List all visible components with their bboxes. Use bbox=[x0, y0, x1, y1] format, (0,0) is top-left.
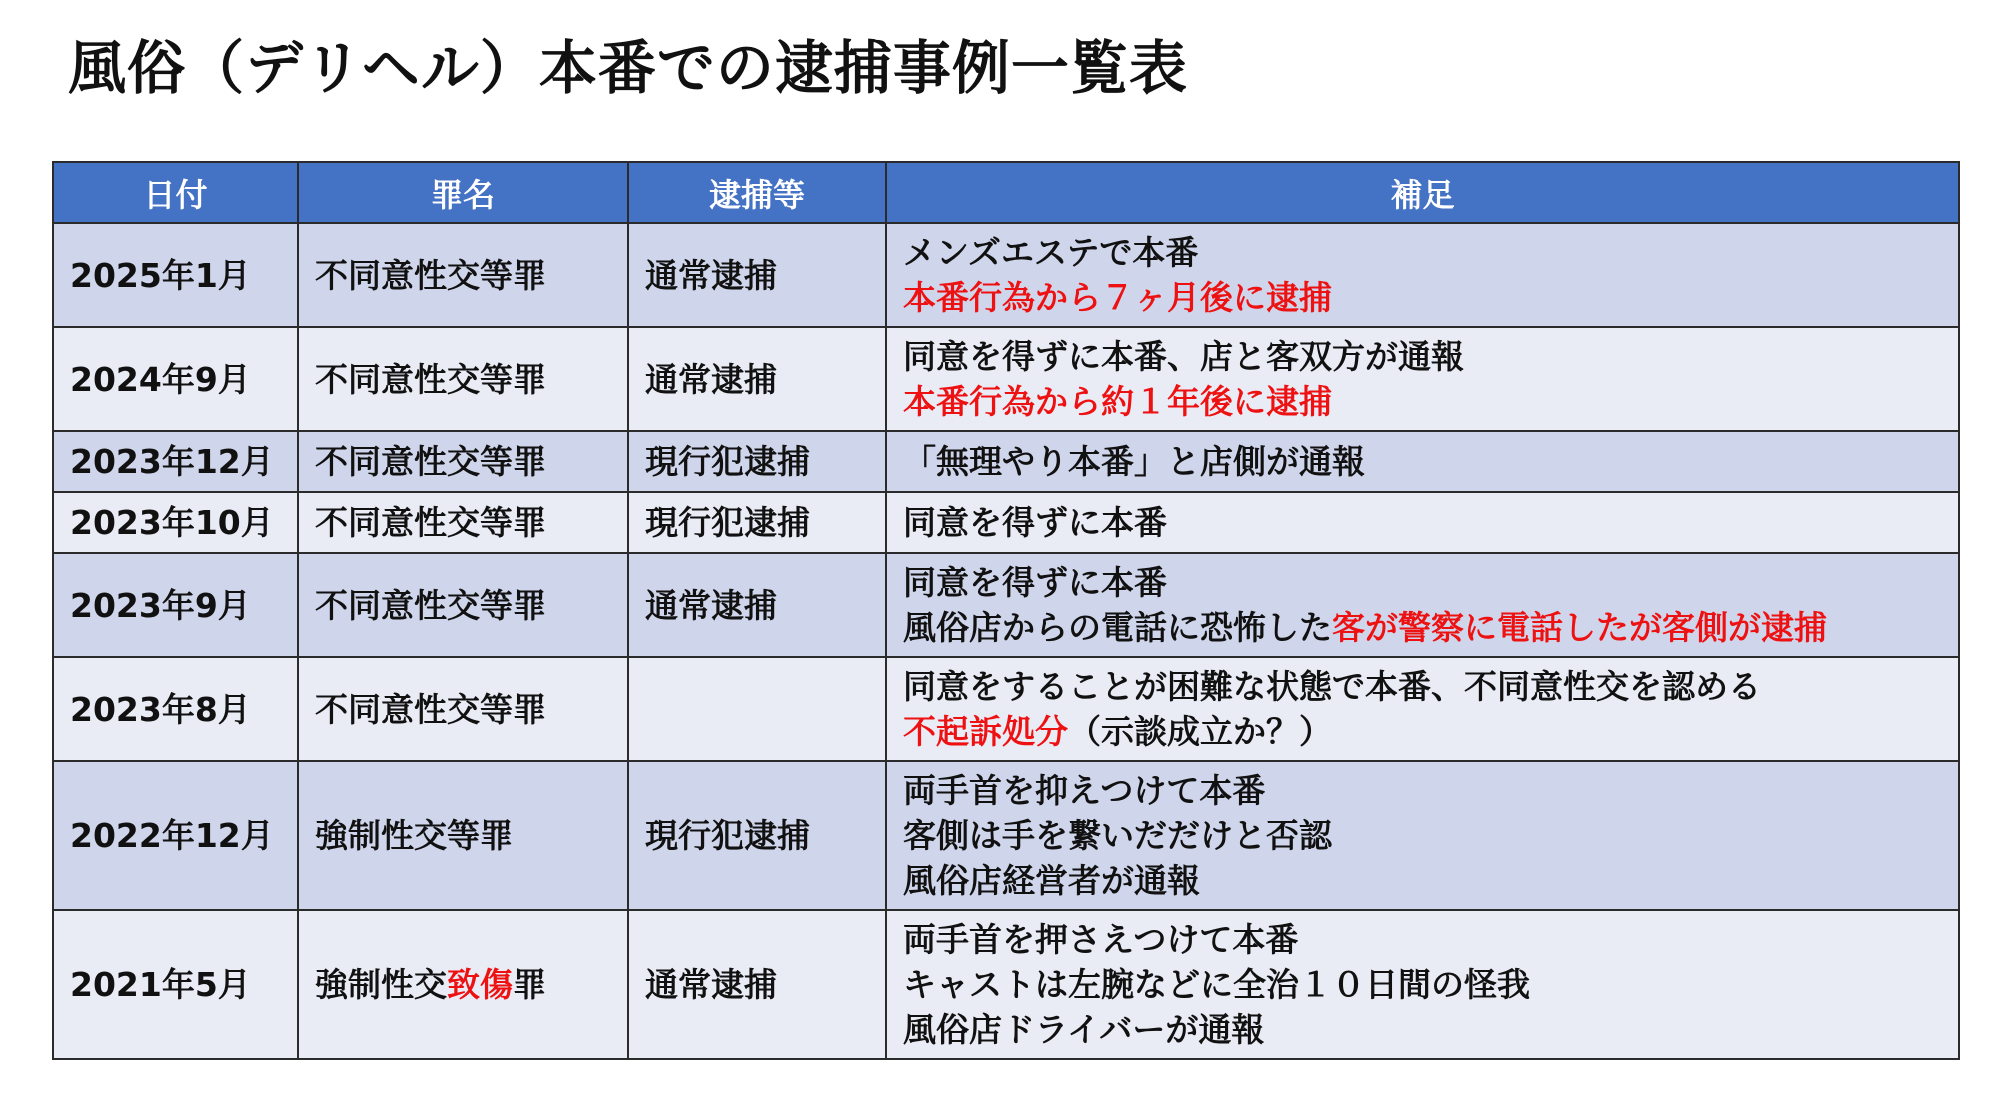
note-line: 「無理やり本番」と店側が通報 bbox=[903, 442, 1365, 481]
arrest-cell: 通常逮捕 bbox=[628, 223, 886, 327]
note-cell bbox=[886, 223, 1959, 327]
table-header-row bbox=[53, 162, 1959, 223]
note-cell bbox=[886, 431, 1959, 492]
date-cell: 2021年5月 bbox=[53, 910, 298, 1059]
note-line: 風俗店経営者が通報 bbox=[903, 861, 1200, 900]
date-cell: 2023年10月 bbox=[53, 492, 298, 553]
note-line: 同意を得ずに本番 bbox=[903, 563, 1167, 602]
date-cell: 2024年9月 bbox=[53, 327, 298, 431]
date-cell: 2023年9月 bbox=[53, 553, 298, 657]
header-arrest: 逮捕等 bbox=[628, 162, 886, 223]
table-row bbox=[53, 431, 1959, 492]
arrest-cell: 通常逮捕 bbox=[628, 910, 886, 1059]
charge-cell: 不同意性交等罪 bbox=[298, 553, 628, 657]
page-title: 風俗（デリヘル）本番での逮捕事例一覧表 bbox=[68, 34, 1188, 102]
header-note: 補足 bbox=[886, 162, 1959, 223]
note-cell bbox=[886, 553, 1959, 657]
note-line: 同意をすることが困難な状態で本番、不同意性交を認める bbox=[903, 667, 1761, 706]
charge-text: 罪 bbox=[513, 965, 546, 1004]
note-cell bbox=[886, 910, 1959, 1059]
charge-cell: 不同意性交等罪 bbox=[298, 223, 628, 327]
charge-cell: 不同意性交等罪 bbox=[298, 657, 628, 761]
date-cell: 2025年1月 bbox=[53, 223, 298, 327]
table-row bbox=[53, 223, 1959, 327]
charge-highlight: 致傷 bbox=[447, 965, 513, 1004]
table-row bbox=[53, 657, 1959, 761]
date-cell: 2022年12月 bbox=[53, 761, 298, 910]
table-row bbox=[53, 761, 1959, 910]
arrest-cell: 通常逮捕 bbox=[628, 553, 886, 657]
note-line: 両手首を押さえつけて本番 bbox=[903, 920, 1299, 959]
table-row bbox=[53, 492, 1959, 553]
note-text: （示談成立か？） bbox=[1068, 712, 1332, 751]
charge-cell: 不同意性交等罪 bbox=[298, 431, 628, 492]
note-line: 同意を得ずに本番、店と客双方が通報 bbox=[903, 337, 1464, 376]
note-cell bbox=[886, 761, 1959, 910]
charge-cell: 不同意性交等罪 bbox=[298, 327, 628, 431]
arrest-cell: 現行犯逮捕 bbox=[628, 492, 886, 553]
note-cell bbox=[886, 327, 1959, 431]
table-row bbox=[53, 910, 1959, 1059]
note-line: 同意を得ずに本番 bbox=[903, 503, 1167, 542]
note-highlight: 客が警察に電話したが客側が逮捕 bbox=[1332, 608, 1827, 647]
table-row bbox=[53, 327, 1959, 431]
date-cell: 2023年8月 bbox=[53, 657, 298, 761]
header-date: 日付 bbox=[53, 162, 298, 223]
arrest-cell: 通常逮捕 bbox=[628, 327, 886, 431]
note-line: メンズエステで本番 bbox=[903, 233, 1199, 272]
note-highlight: 本番行為から約１年後に逮捕 bbox=[903, 382, 1332, 421]
note-cell bbox=[886, 492, 1959, 553]
arrest-cell: 現行犯逮捕 bbox=[628, 761, 886, 910]
note-line: 風俗店ドライバーが通報 bbox=[903, 1010, 1265, 1049]
note-line: キャストは左腕などに全治１０日間の怪我 bbox=[903, 965, 1530, 1004]
table-row bbox=[53, 553, 1959, 657]
date-cell: 2023年12月 bbox=[53, 431, 298, 492]
arrest-cell: 現行犯逮捕 bbox=[628, 431, 886, 492]
charge-cell: 不同意性交等罪 bbox=[298, 492, 628, 553]
arrest-cases-table bbox=[52, 161, 1960, 1060]
note-text: 風俗店からの電話に恐怖した bbox=[903, 608, 1332, 647]
header-charge: 罪名 bbox=[298, 162, 628, 223]
note-highlight: 不起訴処分 bbox=[903, 712, 1068, 751]
note-cell bbox=[886, 657, 1959, 761]
charge-text: 強制性交 bbox=[315, 965, 447, 1004]
note-line bbox=[903, 605, 1958, 650]
charge-cell bbox=[298, 910, 628, 1059]
note-line: 両手首を抑えつけて本番 bbox=[903, 771, 1266, 810]
note-line bbox=[903, 709, 1958, 754]
arrest-cell bbox=[628, 657, 886, 761]
note-highlight: 本番行為から７ヶ月後に逮捕 bbox=[903, 278, 1332, 317]
charge-cell: 強制性交等罪 bbox=[298, 761, 628, 910]
note-line: 客側は手を繋いだだけと否認 bbox=[903, 816, 1332, 855]
